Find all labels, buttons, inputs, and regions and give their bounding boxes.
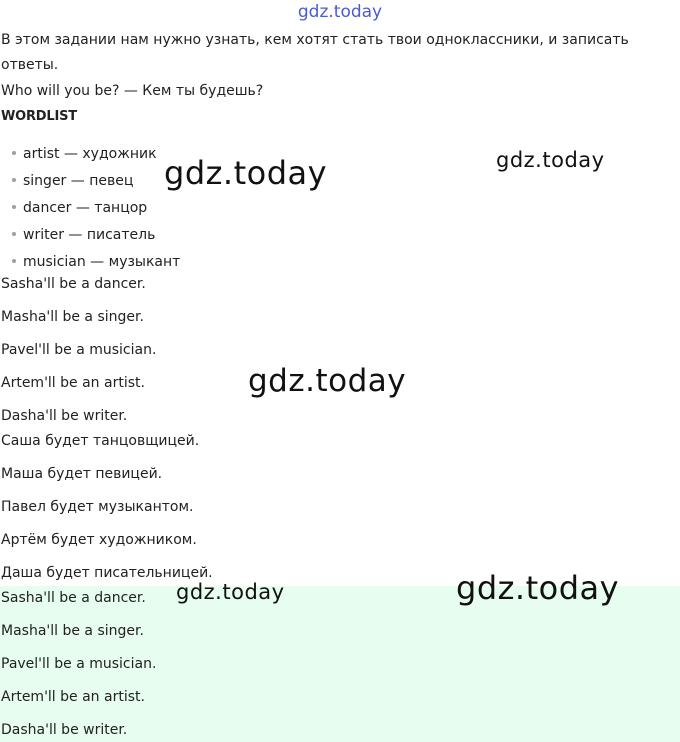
watermark: gdz.today [456, 569, 620, 607]
answer-ru: Саша будет танцовщицей. [1, 433, 200, 449]
wordlist-item: dancer — танцор [12, 200, 147, 216]
task-intro-line-1: В этом задании нам нужно узнать, кем хотят стать твои одноклассники, и записать [1, 32, 629, 48]
watermark: gdz.today [164, 154, 328, 192]
answer-ru: Даша будет писательницей. [1, 565, 213, 581]
wordlist-heading: WORDLIST [1, 109, 77, 124]
watermark: gdz.today [496, 148, 605, 172]
question-line: Who will you be? — Кем ты будешь? [1, 83, 264, 99]
wordlist-item: writer — писатель [12, 227, 155, 243]
answer-ru: Артём будет художником. [1, 532, 197, 548]
answer-en-final: Pavel'll be a musician. [1, 656, 157, 672]
answer-en: Masha'll be a singer. [1, 309, 144, 325]
watermark: gdz.today [248, 363, 407, 399]
answer-en-final: Dasha'll be writer. [1, 722, 128, 738]
wordlist-item: singer — певец [12, 173, 133, 189]
bullet-icon [12, 151, 16, 155]
wordlist-item: musician — музыкант [12, 254, 180, 270]
answer-en: Pavel'll be a musician. [1, 342, 157, 358]
answer-en: Dasha'll be writer. [1, 408, 128, 424]
answer-ru: Павел будет музыкантом. [1, 499, 194, 515]
answer-en-final: Masha'll be a singer. [1, 623, 144, 639]
site-title[interactable]: gdz.today [297, 2, 383, 22]
task-intro-line-2: ответы. [1, 57, 59, 73]
answer-en: Sasha'll be a dancer. [1, 276, 146, 292]
bullet-icon [12, 205, 16, 209]
answer-en-final: Sasha'll be a dancer. [1, 590, 146, 606]
bullet-icon [12, 259, 16, 263]
bullet-icon [12, 232, 16, 236]
answer-ru: Маша будет певицей. [1, 466, 163, 482]
answer-en: Artem'll be an artist. [1, 375, 145, 391]
wordlist-item: artist — художник [12, 146, 157, 162]
answer-en-final: Artem'll be an artist. [1, 689, 145, 705]
bullet-icon [12, 178, 16, 182]
watermark: gdz.today [176, 580, 285, 604]
